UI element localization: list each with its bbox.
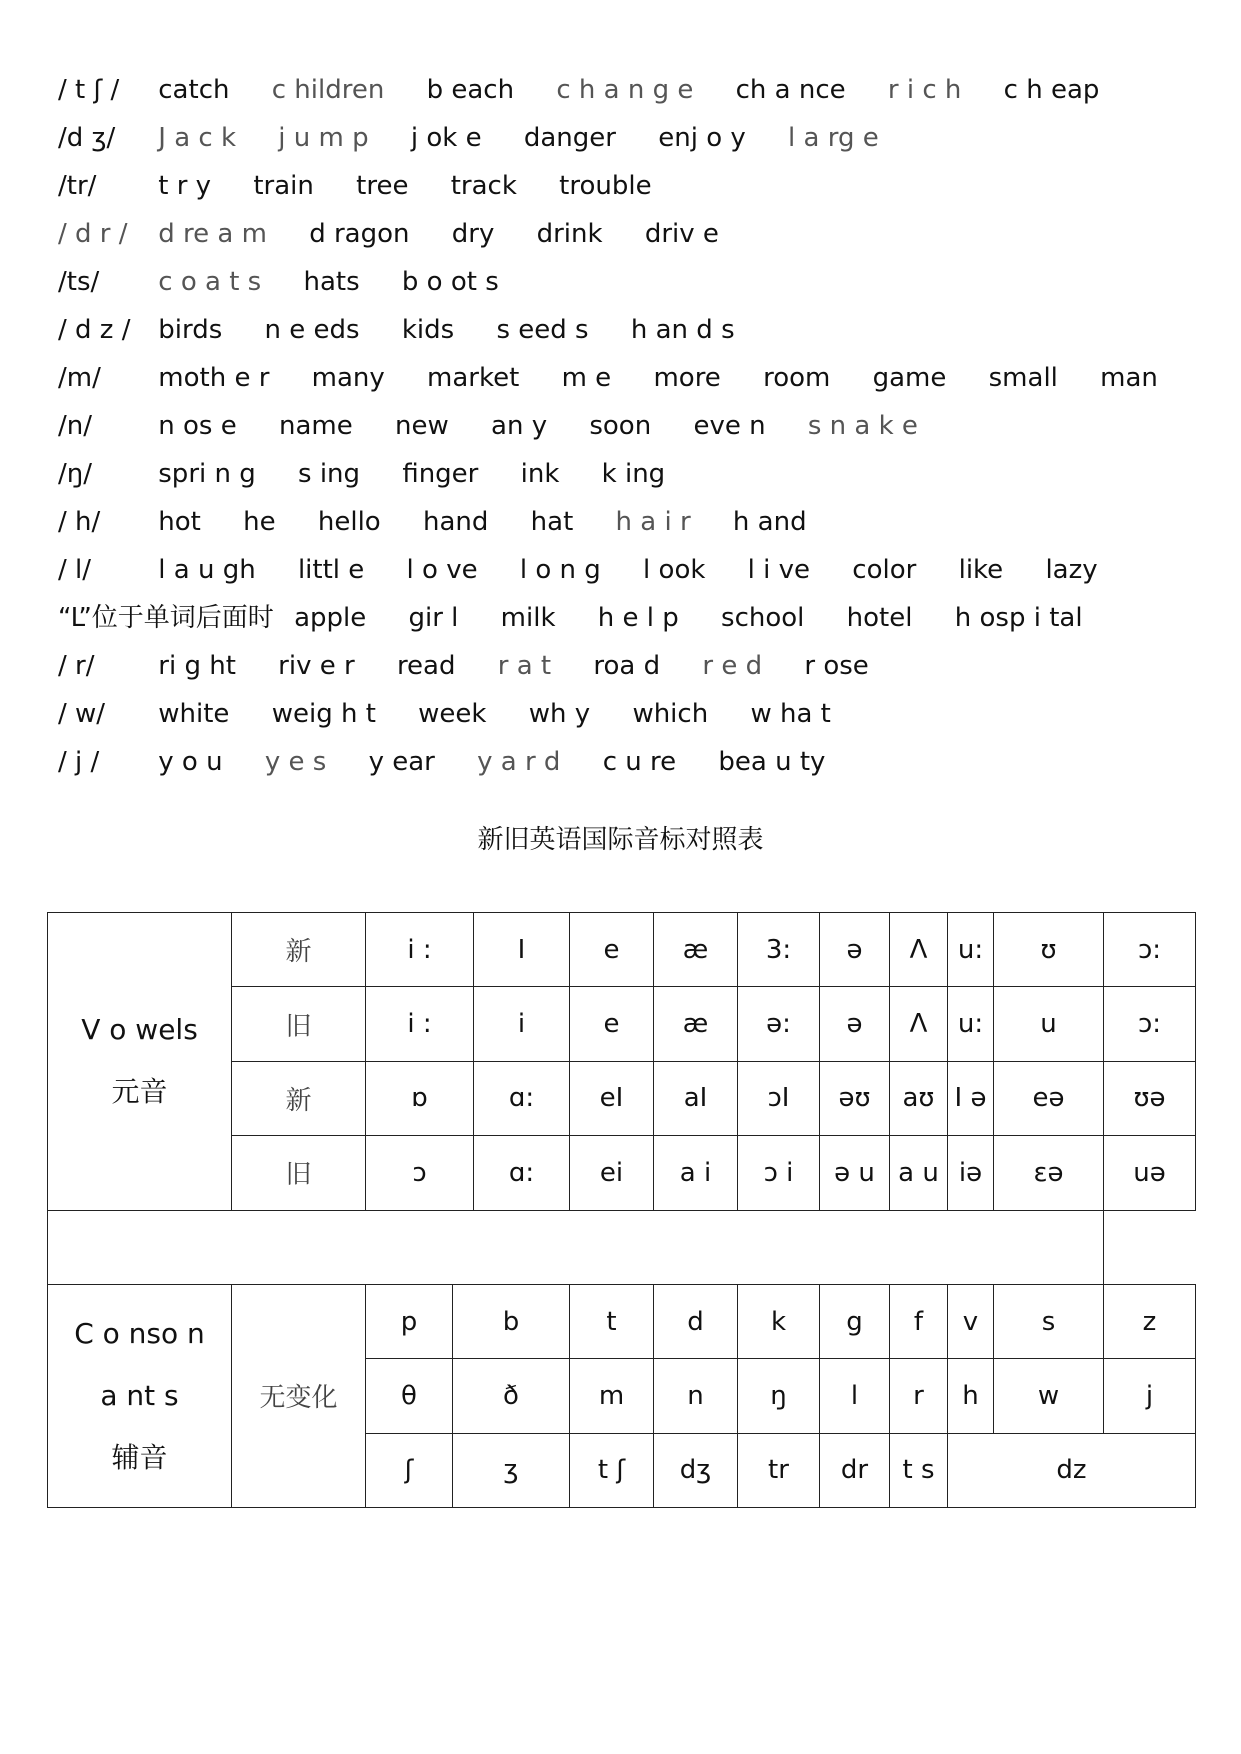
example-word: c hildren (271, 75, 385, 105)
phonics-line (58, 162, 1178, 210)
example-word: many (311, 363, 385, 393)
phonics-line (58, 690, 1178, 738)
phonetic-symbol: / r/ (58, 651, 95, 681)
example-word: l i ve (747, 555, 811, 585)
table-cell: b (453, 1284, 570, 1358)
table-cell: εə (994, 1136, 1104, 1210)
table-cell: Λ (890, 913, 948, 987)
phonics-line (58, 354, 1178, 402)
example-word: birds (158, 315, 223, 345)
example-word: small (988, 363, 1058, 393)
table-cell: l (820, 1359, 890, 1433)
table-cell: dʒ (654, 1433, 738, 1507)
example-word: n e eds (264, 315, 360, 345)
example-word: h an d s (630, 315, 735, 345)
example-word: h a i r (615, 507, 691, 537)
example-word: c h eap (1003, 75, 1100, 105)
example-word: hot (158, 507, 201, 537)
table-cell: w (994, 1359, 1104, 1433)
example-word: c h a n g e (556, 75, 694, 105)
table-row (48, 913, 1196, 987)
phonics-line (58, 258, 1178, 306)
table-cell: u: (948, 987, 994, 1061)
table-cell: ɔ i (738, 1136, 820, 1210)
table-cell: d (654, 1284, 738, 1358)
example-word: weig h t (271, 699, 376, 729)
example-word: hats (303, 267, 360, 297)
table-cell: j (1104, 1359, 1196, 1433)
example-word: m e (561, 363, 612, 393)
example-word: catch (158, 75, 230, 105)
table-cell: ei (570, 1136, 654, 1210)
example-word: l a rg e (788, 123, 879, 153)
phonetic-symbol: / h/ (58, 507, 101, 537)
table-cell: u (994, 987, 1104, 1061)
table-cell: əʊ (820, 1061, 890, 1135)
phonics-line (58, 498, 1178, 546)
example-word: white (158, 699, 230, 729)
phonics-line (58, 738, 1178, 786)
phonics-line (58, 306, 1178, 354)
example-word: eve n (693, 411, 766, 441)
table-title: 新旧英语国际音标对照表 (477, 825, 764, 855)
table-cell: ɑ: (474, 1061, 570, 1135)
table-cell: ə u (820, 1136, 890, 1210)
table-cell: f (890, 1284, 948, 1358)
phonetic-symbol: / w/ (58, 699, 106, 729)
example-word: name (279, 411, 353, 441)
phonetic-symbol: / t ʃ / (58, 75, 120, 105)
example-word: l a u gh (158, 555, 256, 585)
phonics-line (58, 66, 1178, 114)
table-row (48, 1210, 1196, 1284)
table-cell: tr (738, 1433, 820, 1507)
table-cell: t ʃ (570, 1433, 654, 1507)
example-word: r ose (804, 651, 869, 681)
phonics-line (58, 114, 1178, 162)
phonetic-symbol: /m/ (58, 363, 101, 393)
phonetic-symbol: /tr/ (58, 171, 97, 201)
vowels-label-en: V o wels (81, 1013, 198, 1047)
table-cell: I ə (948, 1061, 994, 1135)
example-word: j ok e (410, 123, 482, 153)
example-word: tree (356, 171, 409, 201)
example-word: y e s (264, 747, 327, 777)
example-word: s eed s (496, 315, 589, 345)
example-word: d re a m (158, 219, 267, 249)
new-label: 新 (232, 1061, 366, 1135)
table-cell: a u (890, 1136, 948, 1210)
example-word: y ear (368, 747, 435, 777)
example-word: h and (732, 507, 807, 537)
phonics-list (58, 66, 1178, 786)
example-word: J a c k (158, 123, 237, 153)
example-word: w ha t (750, 699, 831, 729)
table-cell: r (890, 1359, 948, 1433)
example-word: k ing (601, 459, 666, 489)
example-word: j u m p (278, 123, 369, 153)
example-word: game (872, 363, 947, 393)
example-word: enj o y (658, 123, 746, 153)
example-word: hand (422, 507, 489, 537)
example-word: b o ot s (401, 267, 499, 297)
example-word: hello (317, 507, 381, 537)
example-word: man (1100, 363, 1158, 393)
table-cell: θ (366, 1359, 453, 1433)
phonics-line (58, 546, 1178, 594)
table-cell: ð (453, 1359, 570, 1433)
no-change-label: 无变化 (232, 1284, 366, 1507)
example-word: track (450, 171, 517, 201)
phonics-line (58, 210, 1178, 258)
old-label: 旧 (232, 1136, 366, 1210)
table-cell: i : (366, 913, 474, 987)
phonetic-symbol: / d r / (58, 219, 128, 249)
example-word: h e l p (597, 603, 679, 633)
table-cell: m (570, 1359, 654, 1433)
table-cell: t (570, 1284, 654, 1358)
table-cell: a i (654, 1136, 738, 1210)
example-word: ri g ht (158, 651, 236, 681)
table-cell: z (1104, 1284, 1196, 1358)
table-cell: aʊ (890, 1061, 948, 1135)
vowels-label-zh: 元音 (111, 1075, 168, 1109)
example-word: c o a t s (158, 267, 262, 297)
table-cell: s (994, 1284, 1104, 1358)
example-word: r a t (497, 651, 552, 681)
example-word: soon (589, 411, 652, 441)
example-word: y o u (158, 747, 223, 777)
example-word: room (763, 363, 831, 393)
table-cell: eI (570, 1061, 654, 1135)
table-cell: æ (654, 987, 738, 1061)
example-word: roa d (593, 651, 661, 681)
example-word: read (396, 651, 456, 681)
table-cell: ɑ: (474, 1136, 570, 1210)
table-cell: e (570, 913, 654, 987)
table-cell: ʊə (1104, 1061, 1196, 1135)
example-word: s n a k e (807, 411, 918, 441)
table-cell: g (820, 1284, 890, 1358)
empty-separator-row (48, 1210, 1104, 1284)
example-word: milk (500, 603, 556, 633)
example-word: y a r d (477, 747, 561, 777)
consonants-label-zh: 辅音 (111, 1440, 168, 1474)
phonetic-symbol: / j / (58, 747, 100, 777)
example-word: school (721, 603, 805, 633)
table-cell: v (948, 1284, 994, 1358)
example-word: gir l (408, 603, 459, 633)
table-cell: i (474, 987, 570, 1061)
table-cell: dr (820, 1433, 890, 1507)
table-cell: æ (654, 913, 738, 987)
vowels-category (48, 913, 232, 1211)
table-cell: ə (820, 913, 890, 987)
consonants-category (48, 1284, 232, 1507)
example-word: like (958, 555, 1004, 585)
example-word: which (632, 699, 709, 729)
example-word: spri n g (158, 459, 256, 489)
example-word: t r y (158, 171, 212, 201)
phonetic-symbol: /n/ (58, 411, 92, 441)
example-word: s ing (298, 459, 361, 489)
table-cell: ʃ (366, 1433, 453, 1507)
example-word: dry (451, 219, 495, 249)
table-cell: e (570, 987, 654, 1061)
example-word: l ook (643, 555, 706, 585)
table-cell: u: (948, 913, 994, 987)
table-cell: I (474, 913, 570, 987)
table-cell: ɔ (366, 1136, 474, 1210)
table-cell: eə (994, 1061, 1104, 1135)
example-word: ink (520, 459, 560, 489)
table-cell: aI (654, 1061, 738, 1135)
example-word: h osp i tal (954, 603, 1083, 633)
new-label: 新 (232, 913, 366, 987)
table-cell: ŋ (738, 1359, 820, 1433)
consonants-label-en-2: a nt s (100, 1378, 179, 1412)
example-word: drink (536, 219, 603, 249)
example-word: hotel (846, 603, 913, 633)
old-label: 旧 (232, 987, 366, 1061)
phonetic-note: “L”位于单词后面时 (58, 603, 274, 633)
example-word: color (852, 555, 917, 585)
phonics-line (58, 450, 1178, 498)
table-cell: uə (1104, 1136, 1196, 1210)
example-word: l o n g (519, 555, 601, 585)
example-word: lazy (1045, 555, 1098, 585)
example-word: riv e r (278, 651, 355, 681)
table-cell: i : (366, 987, 474, 1061)
phonetic-symbol: / l/ (58, 555, 92, 585)
phonics-line (58, 594, 1178, 642)
table-cell: ɔI (738, 1061, 820, 1135)
example-word: ch a nce (735, 75, 846, 105)
table-cell: iə (948, 1136, 994, 1210)
table-row (48, 1284, 1196, 1358)
consonants-label-en-1: C o nso n (74, 1316, 205, 1350)
example-word: driv e (644, 219, 719, 249)
table-cell: h (948, 1359, 994, 1433)
table-cell: ə: (738, 987, 820, 1061)
table-cell: ʊ (994, 913, 1104, 987)
table-cell: t s (890, 1433, 948, 1507)
example-word: apple (294, 603, 367, 633)
table-cell: dz (948, 1433, 1196, 1507)
table-cell: Λ (890, 987, 948, 1061)
table-cell: ɔ: (1104, 913, 1196, 987)
example-word: wh y (528, 699, 591, 729)
example-word: kids (401, 315, 455, 345)
example-word: more (653, 363, 721, 393)
table-cell: ə (820, 987, 890, 1061)
example-word: r e d (702, 651, 763, 681)
phonics-line (58, 402, 1178, 450)
table-cell: p (366, 1284, 453, 1358)
example-word: finger (402, 459, 479, 489)
example-word: l o ve (406, 555, 478, 585)
example-word: market (427, 363, 520, 393)
example-word: d ragon (309, 219, 410, 249)
table-cell: k (738, 1284, 820, 1358)
example-word: c u re (602, 747, 677, 777)
example-word: train (253, 171, 314, 201)
table-cell: 3: (738, 913, 820, 987)
phonetic-symbol: /d ʒ/ (58, 123, 116, 153)
example-word: r i c h (887, 75, 962, 105)
example-word: trouble (559, 171, 652, 201)
example-word: n os e (158, 411, 237, 441)
example-word: danger (523, 123, 616, 153)
phonetic-comparison-table (47, 912, 1196, 1508)
example-word: week (418, 699, 487, 729)
table-cell: ʒ (453, 1433, 570, 1507)
example-word: new (395, 411, 449, 441)
example-word: hat (530, 507, 574, 537)
example-word: bea u ty (718, 747, 826, 777)
phonetic-symbol: /ŋ/ (58, 459, 92, 489)
example-word: littl e (297, 555, 365, 585)
phonetic-symbol: / d z / (58, 315, 131, 345)
table-cell: n (654, 1359, 738, 1433)
table-cell: ɒ (366, 1061, 474, 1135)
example-word: moth e r (158, 363, 270, 393)
example-word: b each (426, 75, 515, 105)
example-word: he (243, 507, 276, 537)
table-cell: ɔ: (1104, 987, 1196, 1061)
example-word: an y (491, 411, 548, 441)
phonics-line (58, 642, 1178, 690)
phonetic-symbol: /ts/ (58, 267, 100, 297)
